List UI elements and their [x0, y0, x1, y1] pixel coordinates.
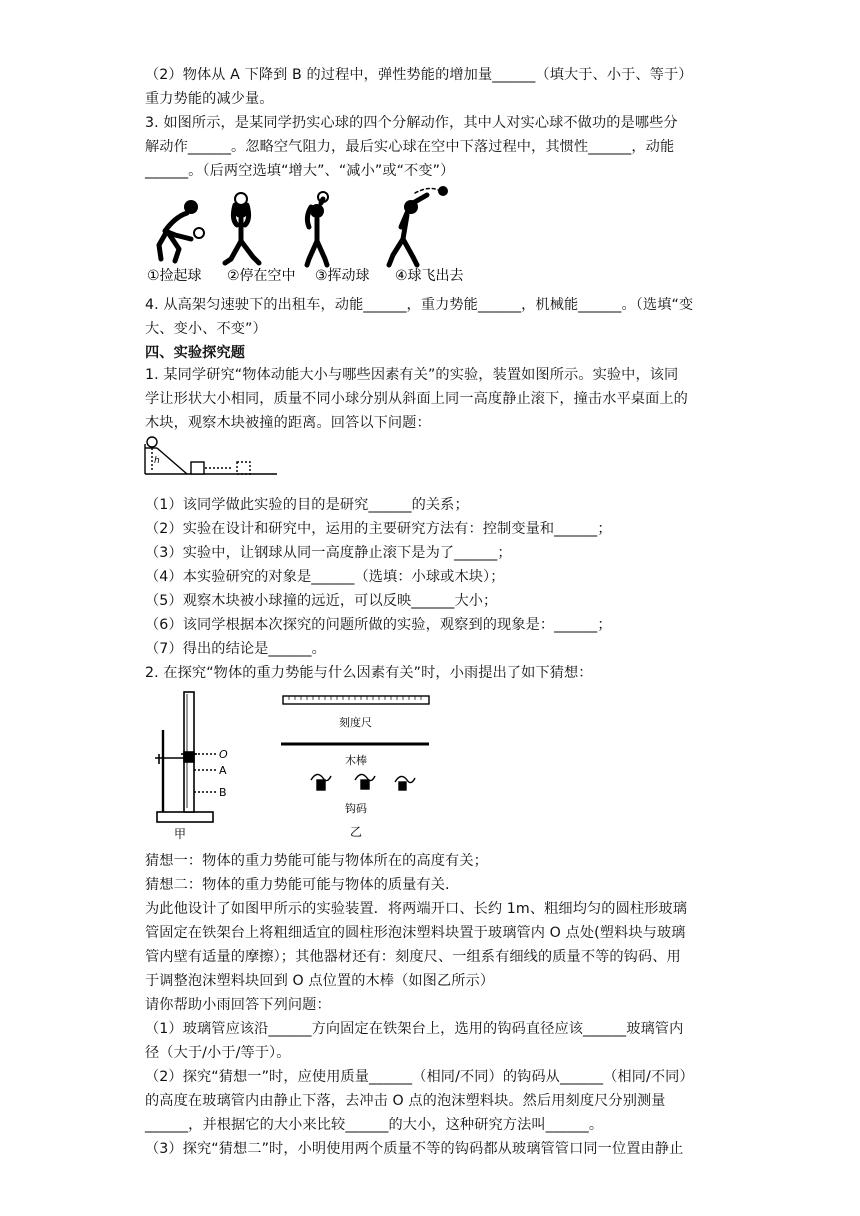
- label-yi: 乙: [350, 825, 363, 839]
- text-line: 重力势能的减少量。: [145, 91, 274, 107]
- text-line: 径（大于/小于/等于）。: [145, 1045, 291, 1061]
- text-line: 管固定在铁架台上将粗细适宜的圆柱形泡沫塑料块置于玻璃管内 O 点处(塑料块与玻璃: [145, 925, 686, 941]
- text-line: （7）得出的结论是______。: [145, 641, 326, 657]
- text-line: （1）玻璃管应该沿______方向固定在铁架台上，选用的钩码直径应该______玻璃管内: [145, 1021, 684, 1037]
- text-line: （2）实验在设计和研究中，运用的主要研究方法有：控制变量和______；: [145, 521, 612, 537]
- caption-swing: ③挥动球: [315, 268, 370, 284]
- section-heading: 四、实验探究题: [145, 345, 246, 361]
- figure-apparatus-yi: [275, 692, 435, 842]
- text-line: 3. 如图所示，是某同学扔实心球的四个分解动作，其中人对实心球不做功的是哪些分: [145, 115, 678, 131]
- ruler-label: 刻度尺: [339, 716, 372, 729]
- text-line: 4. 从高架匀速驶下的出租车，动能______，重力势能______，机械能______。（选填“变: [145, 297, 694, 313]
- figure-incline-experiment: [145, 434, 280, 480]
- text-line: 猜想一：物体的重力势能可能与物体所在的高度有关；: [145, 853, 488, 869]
- text-line: 1. 某同学研究“物体动能大小与哪些因素有关”的实验，装置如图所示。实验中，该同: [145, 367, 679, 383]
- text-line: 学让形状大小相同，质量不同小球分别从斜面上同一高度静止滚下，撞击水平桌面上的: [145, 391, 688, 407]
- text-line: （3）实验中，让钢球从同一高度静止滚下是为了______；: [145, 545, 512, 561]
- text-line: 2. 在探究“物体的重力势能与什么因素有关”时，小雨提出了如下猜想：: [145, 665, 593, 681]
- text-line: 大、变小、不变”）: [145, 321, 267, 337]
- text-line: （2）探究“猜想一”时，应使用质量______（相同/不同）的钩码从______（相同/不同）: [145, 1069, 694, 1085]
- text-line: 为此他设计了如图甲所示的实验装置．将两端开口、长约 1m、粗细均匀的圆柱形玻璃: [145, 901, 688, 917]
- stick-label: 木棒: [345, 754, 367, 767]
- text-line: 管内壁有适量的摩擦）；其他器材还有：刻度尺、一组系有细线的质量不等的钩码、用: [145, 949, 681, 965]
- text-line: （5）观察木块被小球撞的远近，可以反映______大小；: [145, 593, 498, 609]
- text-line: （4）本实验研究的对象是______（选填：小球或木块）；: [145, 569, 505, 585]
- text-line: （3）探究“猜想二”时，小明使用两个质量不等的钩码都从玻璃管管口同一位置由静止: [145, 1141, 684, 1157]
- text-line: 的高度在玻璃管内由静止下落，去冲击 O 点的泡沫塑料块。然后用刻度尺分别测量: [145, 1093, 666, 1109]
- text-line: 解动作______。忽略空气阻力，最后实心球在空中下落过程中，其惯性______，动能: [145, 139, 675, 155]
- text-line: 于调整泡沫塑料块回到 O 点位置的木棒（如图乙所示）: [145, 973, 495, 989]
- caption-pick-up: ①捡起球: [147, 268, 202, 284]
- text-line: ______。（后两空选填“增大”、“减小”或“不变”）: [145, 163, 455, 179]
- text-line: 木块，观察木块被撞的距离。回答以下问题：: [145, 415, 431, 431]
- point-a-label: A: [219, 764, 227, 777]
- weights-label: 钩码: [345, 802, 367, 815]
- figure-ball-throw: [145, 183, 475, 288]
- caption-fly: ④球飞出去: [395, 268, 464, 284]
- text-line: ______，并根据它的大小来比较______的大小，这种研究方法叫______。: [145, 1117, 604, 1133]
- point-b-label: B: [219, 786, 227, 799]
- text-line: 请你帮助小雨回答下列问题：: [145, 997, 331, 1013]
- text-line: （2）物体从 A 下降到 B 的过程中，弹性势能的增加量______（填大于、小于、等于）: [145, 67, 693, 83]
- text-line: 猜想二：物体的重力势能可能与物体的质量有关.: [145, 877, 450, 893]
- text-line: （6）该同学根据本次探究的问题所做的实验，观察到的现象是：______；: [145, 617, 612, 633]
- height-label: h: [154, 456, 160, 466]
- point-o-label: O: [219, 748, 228, 761]
- label-jia: 甲: [174, 827, 187, 841]
- caption-hold: ②停在空中: [227, 268, 296, 284]
- text-line: （1）该同学做此实验的目的是研究______的关系；: [145, 497, 469, 513]
- figure-apparatus-jia: [145, 690, 245, 840]
